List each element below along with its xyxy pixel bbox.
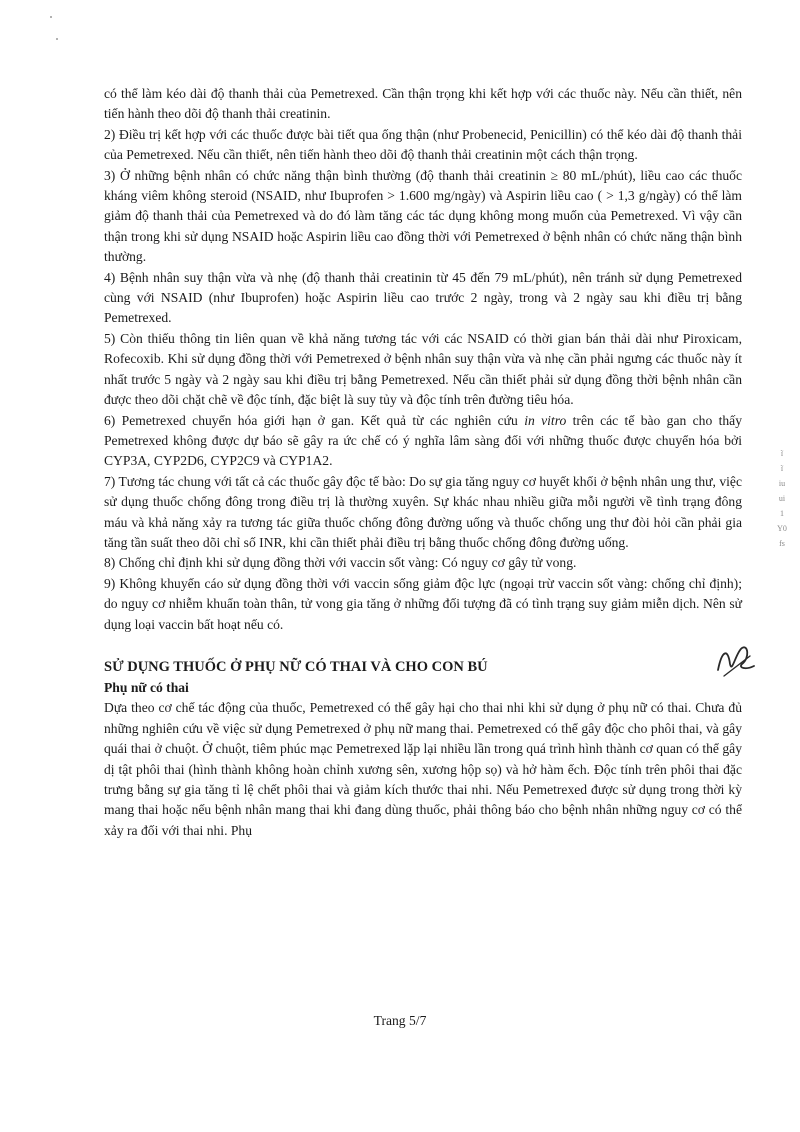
paragraph-3: 3) Ở những bệnh nhân có chức năng thận bình thường (độ thanh thải creatinin ≥ 80 mL/phút), liều cao các thuốc kháng viêm không steroid (NSAID, như Ibuprofen > 1.600 mg/ngày) và Aspirin liều cao ( > 1,3 g/ngày) có thể làm giảm độ thanh thải của Pemetrexed và do đó làm tăng các tác dụng không mong muốn của Pemetrexed. Vì vậy cần thận trong khi sử dụng NSAID hoặc Aspirin liều cao đồng thời với Pemetrexed ở bệnh nhân có chức năng thận bình thường.: [104, 167, 742, 265]
paragraph-5: 5) Còn thiếu thông tin liên quan về khả năng tương tác với các NSAID có thời gian bán thải dài như Piroxicam, Rofecoxib. Khi sử dụng đồng thời với Pemetrexed ở bệnh nhân suy thận vừa và nhẹ cần phải ngưng các thuốc này ít nhất trước 5 ngày và 2 ngày sau khi điều trị bằng Pemetrexed. Nếu cần thiết phải sử dụng đồng thời bệnh nhân cần được theo dõi chặt chẽ về độc tính, đặc biệt là suy tủy và độc tính trên đường tiêu hóa.: [104, 330, 742, 408]
paragraph-8: 8) Chống chỉ định khi sử dụng đồng thời với vaccin sốt vàng: Có nguy cơ gây tử vong.: [104, 555, 577, 571]
page-number: Trang 5/7: [373, 1013, 427, 1028]
margin-mark: ui: [778, 494, 786, 503]
paragraph-6-text-a: 6) Pemetrexed chuyển hóa giới hạn ở gan. Kết quả từ các nghiên cứu: [104, 412, 525, 428]
scan-dot: [50, 16, 52, 18]
paragraph-6-text-b: trên các tế bào gan cho thấy Pemetrexed không được dự báo sẽ gây ra ức chế có ý nghĩa lâm sàng đối với những thuốc được chuyển hóa bởi CYP3A, CYP2D6, CYP2C9 và CYP1A2.: [104, 412, 742, 469]
margin-mark: ĩ: [780, 449, 784, 458]
paragraph-2: 2) Điều trị kết hợp với các thuốc được bài tiết qua ống thận (như Probenecid, Penicillin) có thể kéo dài độ thanh thải của Pemetrexed. Nếu cần thiết, nên tiến hành theo dõi độ thanh thải creatinin một cách thận trọng.: [104, 126, 742, 163]
paragraph-1: có thể làm kéo dài độ thanh thải của Pemetrexed. Cần thận trọng khi kết hợp với các thuốc này. Nếu cần thiết, nên tiến hành theo dõi độ thanh thải creatinin.: [104, 86, 742, 122]
margin-mark: iu: [778, 479, 786, 488]
section-heading: SỬ DỤNG THUỐC Ở PHỤ NỮ CÓ THAI VÀ CHO CON BÚ: [104, 658, 488, 675]
subheading: Phụ nữ có thai: [104, 679, 189, 695]
margin-mark: fs: [779, 539, 785, 548]
paragraph-4: 4) Bệnh nhân suy thận vừa và nhẹ (độ thanh thải creatinin từ 45 đến 79 mL/phút), nên tránh sử dụng Pemetrexed cùng với NSAID (như Ibuprofen) hoặc Aspirin liều cao trước 2 ngày, trong và 2 ngày sau khi điều trị bằng Pemetrexed.: [104, 269, 742, 326]
pregnancy-paragraph: Dựa theo cơ chế tác động của thuốc, Pemetrexed có thể gây hại cho thai nhi khi sử dụng ở phụ nữ có thai. Chưa đủ những nghiên cứu về việc sử dụng Pemetrexed ở phụ nữ mang thai. Pemetrexed có thể gây độc cho phôi thai, và gây quái thai ở chuột. Ở chuột, tiêm phúc mạc Pemetrexed lặp lại nhiều lần trong quá trình hình thành cơ quan có thể gây dị tật phôi thai (hình thành không hoàn chỉnh xương sên, xương hộp sọ) và hở hàm ếch. Độc tính trên phôi thai đặc trưng bằng sự gia tăng tỉ lệ chết phôi thai và giảm kích thước thai nhi. Nếu Pemetrexed được sử dụng trong thời kỳ mang thai hoặc nếu bệnh nhân mang thai khi đang dùng thuốc, phải thông báo cho bệnh nhân những nguy cơ có thể xảy ra đối với thai nhi. Phụ: [104, 700, 742, 838]
scan-dot: [56, 38, 58, 40]
margin-mark: 1: [780, 509, 784, 518]
document-body: [104, 84, 742, 841]
paragraph-7: 7) Tương tác chung với tất cả các thuốc gây độc tế bào: Do sự gia tăng nguy cơ huyết khối ở bệnh nhân ung thư, việc sử dụng thuốc chống đông trong điều trị là thường xuyên. Sự khác nhau nhiều giữa mỗi người về tình trạng đông máu và khả năng xảy ra tương tác giữa thuốc chống đông đường uống và thuốc chống ung thư đòi hỏi cần phải gia tăng tần suất theo dõi chỉ số INR, khi cần thiết phải điều trị bằng thuốc chống đông đường uống.: [104, 473, 742, 550]
margin-mark: Y0: [777, 524, 787, 533]
signature-mark: [712, 640, 758, 684]
paragraph-6-italic: in vitro: [524, 412, 567, 428]
margin-mark: ĩ: [780, 464, 784, 473]
paragraph-9: 9) Không khuyến cáo sử dụng đồng thời với vaccin sống giảm độc lực (ngoại trừ vaccin sốt vàng: chống chỉ định); do nguy cơ nhiễm khuẩn toàn thân, tử vong gia tăng ở những đối tượng đã có tình trạng suy giảm miễn dịch. Nên sử dụng loại vaccin bất hoạt nếu có.: [104, 575, 742, 632]
margin-stamp-marks: [774, 446, 790, 551]
paragraph-6: [104, 411, 742, 472]
